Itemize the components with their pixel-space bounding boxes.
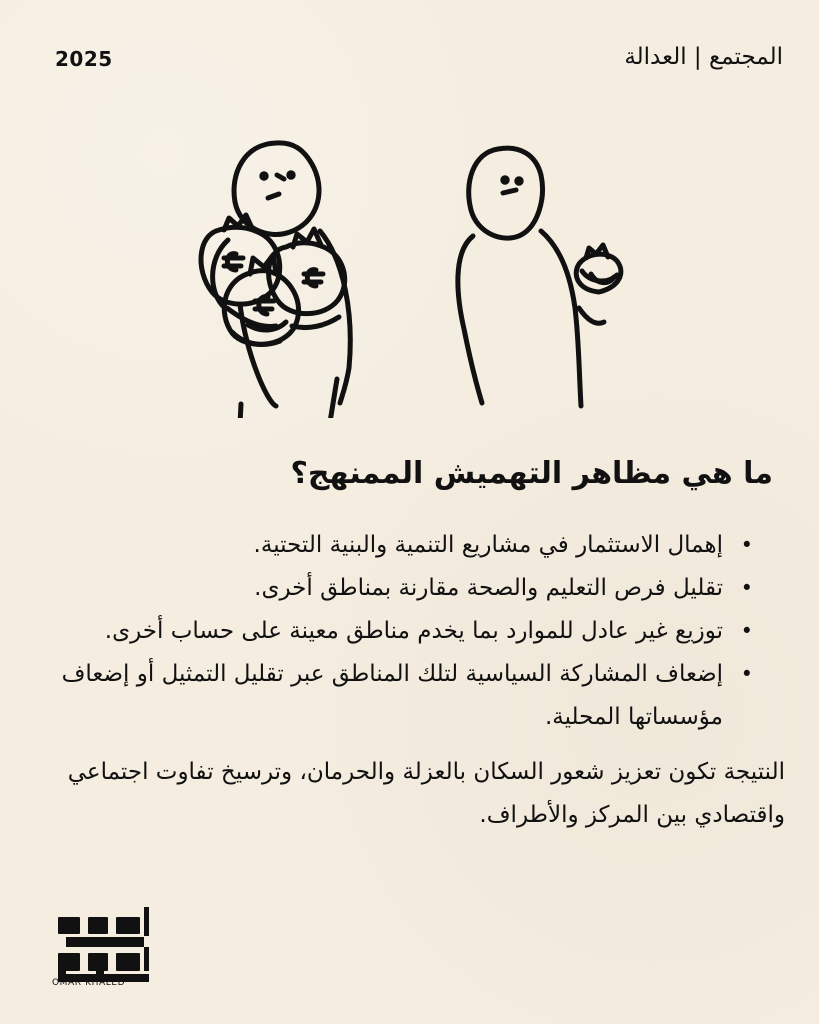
person-with-small-money-bag-icon xyxy=(458,148,621,406)
bullet-item: • إهمال الاستثمار في مشاريع التنمية والبنية التحتية. xyxy=(27,524,757,567)
logo-caption: OMAR KHALED xyxy=(52,978,126,988)
page-title: ما هي مظاهر التهميش الممنهج؟ xyxy=(290,456,773,491)
illustration xyxy=(180,128,640,418)
conclusion-paragraph: النتيجة تكون تعزيز شعور السكان بالعزلة والحرمان، وترسيخ تفاوت اجتماعي واقتصادي بين المركز والأطراف. xyxy=(67,759,785,828)
year-label: 2025 xyxy=(55,47,113,71)
category-label: المجتمع | العدالة xyxy=(624,44,783,70)
bullet-item: • إضعاف المشاركة السياسية لتلك المناطق عبر تقليل التمثيل أو إضعاف مؤسساتها المحلية. xyxy=(27,653,757,739)
bullet-item: • تقليل فرص التعليم والصحة مقارنة بمناطق أخرى. xyxy=(27,567,757,610)
bullet-list xyxy=(27,524,757,739)
bullet-item: • توزيع غير عادل للموارد بما يخدم مناطق معينة على حساب أخرى. xyxy=(27,610,757,653)
person-with-money-bags-icon xyxy=(201,143,350,418)
